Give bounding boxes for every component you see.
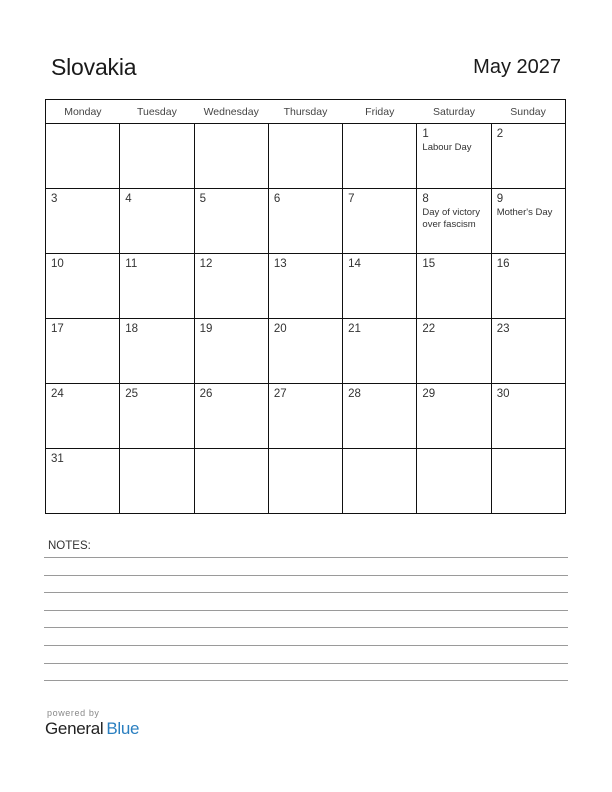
powered-by-text: powered by bbox=[47, 708, 100, 718]
holiday-label: Day of victory over fascism bbox=[422, 207, 480, 230]
day-cell[interactable] bbox=[120, 189, 194, 254]
day-cell[interactable] bbox=[46, 254, 120, 319]
day-cell[interactable] bbox=[268, 189, 342, 254]
week-row bbox=[46, 319, 566, 384]
brand-general: General bbox=[45, 719, 104, 738]
week-row bbox=[46, 254, 566, 319]
calendar-grid bbox=[45, 99, 566, 514]
weekday-saturday: Saturday bbox=[417, 100, 491, 124]
day-number: 28 bbox=[348, 388, 361, 400]
day-cell[interactable] bbox=[491, 254, 565, 319]
day-cell[interactable] bbox=[120, 319, 194, 384]
day-cell[interactable] bbox=[46, 124, 120, 189]
day-number: 12 bbox=[199, 258, 213, 270]
week-row bbox=[46, 449, 566, 514]
holiday-label: Labour Day bbox=[422, 142, 472, 153]
day-number: 21 bbox=[348, 323, 361, 335]
day-number: 14 bbox=[348, 258, 361, 270]
day-number: 23 bbox=[496, 323, 510, 335]
country-title: Slovakia bbox=[51, 54, 137, 80]
weekday-wednesday: Wednesday bbox=[194, 100, 268, 124]
day-cell[interactable] bbox=[491, 384, 565, 449]
day-number: 24 bbox=[51, 388, 64, 400]
weekday-friday: Friday bbox=[343, 100, 417, 124]
day-cell[interactable] bbox=[417, 124, 491, 189]
day-number: 9 bbox=[496, 193, 504, 205]
notes-line[interactable] bbox=[44, 627, 568, 645]
notes-line[interactable] bbox=[44, 557, 568, 575]
day-number: 31 bbox=[51, 453, 64, 465]
notes-line[interactable] bbox=[44, 575, 568, 593]
brand-blue: Blue bbox=[106, 719, 140, 738]
day-number: 8 bbox=[422, 193, 429, 205]
day-cell[interactable] bbox=[46, 319, 120, 384]
weekday-tuesday: Tuesday bbox=[120, 100, 194, 124]
day-cell[interactable] bbox=[46, 189, 120, 254]
day-number: 15 bbox=[422, 258, 436, 270]
day-number: 10 bbox=[51, 258, 64, 270]
day-cell[interactable] bbox=[120, 124, 194, 189]
day-cell[interactable] bbox=[120, 254, 194, 319]
notes-line[interactable] bbox=[44, 680, 568, 698]
day-cell[interactable] bbox=[417, 449, 491, 514]
day-cell[interactable] bbox=[417, 384, 491, 449]
notes-section bbox=[44, 540, 568, 698]
day-cell[interactable] bbox=[491, 319, 565, 384]
day-cell[interactable] bbox=[343, 254, 417, 319]
notes-line[interactable] bbox=[44, 610, 568, 628]
day-number: 18 bbox=[125, 323, 139, 335]
day-number: 4 bbox=[125, 193, 132, 205]
day-cell[interactable] bbox=[491, 124, 565, 189]
day-number: 2 bbox=[496, 128, 504, 140]
day-cell[interactable] bbox=[491, 449, 565, 514]
footer-branding bbox=[45, 708, 139, 739]
weekday-sunday: Sunday bbox=[491, 100, 565, 124]
notes-line[interactable] bbox=[44, 663, 568, 681]
day-cell[interactable] bbox=[194, 124, 268, 189]
day-number: 20 bbox=[273, 323, 287, 335]
day-number: 26 bbox=[199, 388, 213, 400]
day-cell[interactable] bbox=[194, 384, 268, 449]
day-cell[interactable] bbox=[268, 124, 342, 189]
day-cell[interactable] bbox=[343, 124, 417, 189]
day-cell[interactable] bbox=[120, 449, 194, 514]
weekday-thursday: Thursday bbox=[268, 100, 342, 124]
month-year-title: May 2027 bbox=[473, 56, 561, 78]
day-cell[interactable] bbox=[194, 254, 268, 319]
day-cell[interactable] bbox=[343, 319, 417, 384]
day-cell[interactable] bbox=[268, 384, 342, 449]
day-number: 22 bbox=[422, 323, 436, 335]
day-number: 11 bbox=[125, 258, 138, 270]
day-number: 7 bbox=[348, 193, 355, 205]
week-row bbox=[46, 189, 566, 254]
day-number: 30 bbox=[496, 388, 510, 400]
day-cell[interactable] bbox=[46, 449, 120, 514]
day-number: 19 bbox=[199, 323, 213, 335]
day-cell[interactable] bbox=[417, 189, 491, 254]
week-row bbox=[46, 384, 566, 449]
day-number: 16 bbox=[496, 258, 510, 270]
day-cell[interactable] bbox=[120, 384, 194, 449]
day-cell[interactable] bbox=[268, 254, 342, 319]
day-number: 17 bbox=[51, 323, 64, 335]
holiday-label: Mother's Day bbox=[496, 207, 553, 218]
generalblue-logo bbox=[45, 719, 139, 739]
notes-line[interactable] bbox=[44, 592, 568, 610]
day-cell[interactable] bbox=[491, 189, 565, 254]
week-row bbox=[46, 124, 566, 189]
weekday-header-row bbox=[46, 100, 566, 124]
day-cell[interactable] bbox=[268, 319, 342, 384]
day-cell[interactable] bbox=[194, 449, 268, 514]
day-cell[interactable] bbox=[268, 449, 342, 514]
day-cell[interactable] bbox=[46, 384, 120, 449]
day-number: 3 bbox=[51, 193, 58, 205]
day-cell[interactable] bbox=[417, 254, 491, 319]
day-cell[interactable] bbox=[343, 449, 417, 514]
day-cell[interactable] bbox=[194, 189, 268, 254]
day-number: 29 bbox=[422, 388, 436, 400]
day-number: 6 bbox=[273, 193, 281, 205]
day-number: 13 bbox=[273, 258, 287, 270]
day-number: 27 bbox=[273, 388, 287, 400]
weekday-monday: Monday bbox=[46, 100, 120, 124]
day-cell[interactable] bbox=[343, 189, 417, 254]
day-cell[interactable] bbox=[417, 319, 491, 384]
day-number: 5 bbox=[199, 193, 206, 205]
day-cell[interactable] bbox=[343, 384, 417, 449]
notes-line[interactable] bbox=[44, 645, 568, 663]
day-number: 25 bbox=[125, 388, 139, 400]
day-cell[interactable] bbox=[194, 319, 268, 384]
notes-label: NOTES: bbox=[48, 540, 91, 552]
day-number: 1 bbox=[422, 128, 429, 140]
